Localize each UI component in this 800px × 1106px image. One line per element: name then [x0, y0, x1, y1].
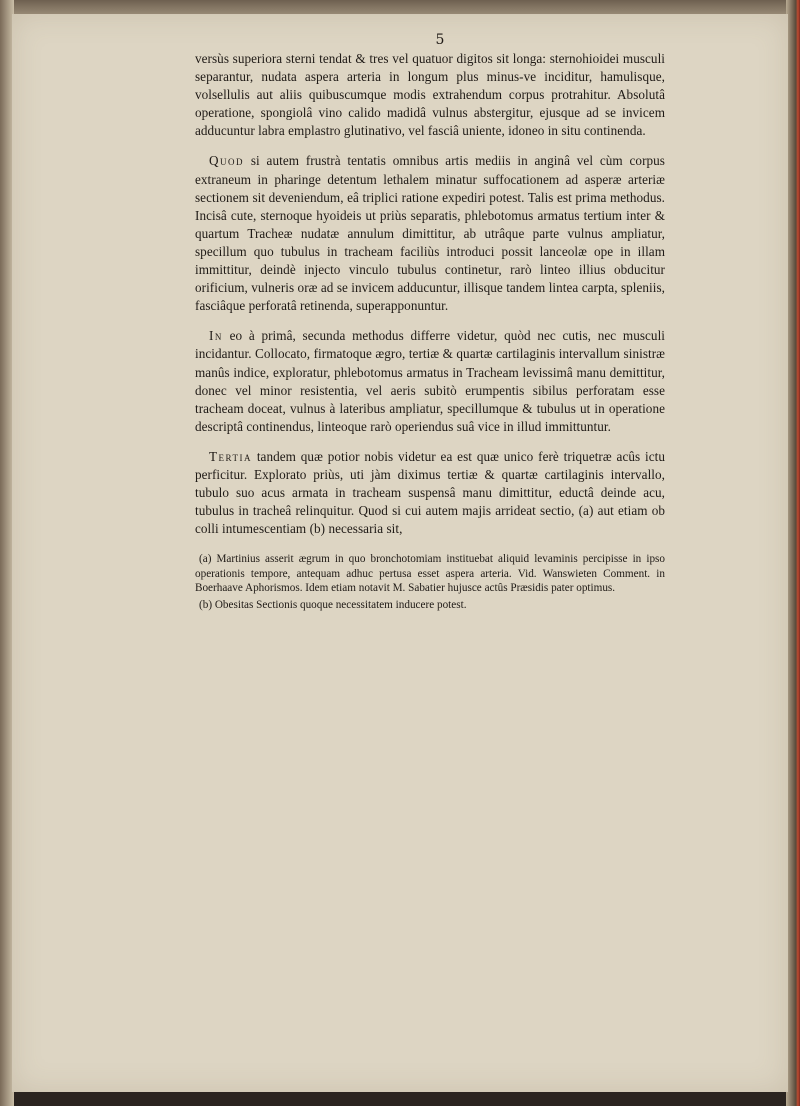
paragraph-1 [195, 50, 665, 140]
footnote-b: (b) Obesitas Sectionis quoque necessitatem inducere potest. [199, 598, 467, 611]
page-number: 5 [435, 32, 445, 48]
paragraph-2-lead: Quod [209, 153, 245, 169]
footnote-a: (a) Martinius asserit ægrum in quo bronchotomiam instituebat aliquid levaminis percipisse in ipso operationis tempore, antequam adhuc pertusa esset aspera arteria. Vid. Wanswieten Comment. in Boerhaave Aphorismos. Idem etiam notavit M. Sabatier hujusce actûs Præsidis pater optimus. [195, 553, 665, 595]
footnotes [195, 552, 665, 612]
paragraph-1-text: versùs superiora sterni tendat & tres vel quatuor digitos sit longa: sternohioidei musculi separantur, nudata aspera arteria in longum plus minus-ve inciditur, hamulisque, volsellulis aut aliis quibuscumque modis extrahendum corpus protrahitur. Absolutâ operatione, spongiolâ vino calido madidâ vulnus abstergitur, ejusque ad se invicem adducuntur labra emplastro glutinativo, vel fasciâ uniente, idoneo in situ continenda. [195, 51, 665, 139]
paragraph-4 [195, 448, 665, 538]
paragraph-4-text: tandem quæ potior nobis videtur ea est quæ unico ferè triquetræ acûs ictu perficitur. Explorato priùs, uti jàm diximus tertiæ & quartæ cartilaginis intervallo, tubulo suo acus armata in tracheam suspensâ manu dimittitur, eductâ deinde acu, tubulus in tracheâ relinquitur. Quod si cui autem majis arrideat sectio, (a) aut etiam ob colli intumescentiam (b) necessaria sit, [195, 448, 665, 537]
book-edge-right [786, 0, 800, 1106]
book-page [12, 14, 788, 1092]
paragraph-2-text: si autem frustrà tentatis omnibus artis mediis in anginâ vel cùm corpus extraneum in pharinge detentum lethalem minatur suffocationem ad asperæ arteriæ sectionem sit deveniendum, eâ triplici ratione expediri potest. Talis est prima methodus. Incisâ cute, sternoque hyoideis ut priùs separatis, phlebotomus armatus tertium inter & quartum Tracheæ nudatæ annulum dimittitur, ab utrâque parte vulnus ampliatur, specillum quo tubulus in tracheam faciliùs introduci possit lanceolæ ope in illam immittitur, deindè injecto vinculo tubulus continetur, rarò linteo illius obducitur orificium, vulneris oræ ad se invicem adducuntur, illisque tandem lintea carpta, spleniis, fasciâque perforatâ retinenda, superapponuntur. [195, 153, 665, 314]
paragraph-3 [195, 327, 665, 436]
paragraph-3-text: eo à primâ, secunda methodus differre videtur, quòd nec cutis, nec musculi incidantur. Collocato, firmatoque ægro, tertiæ & quartæ cartilaginis intervallum sinistræ manûs indice, exploratur, phlebotomus armatus in Tracheam levissimâ manu demittitur, donec vel minor resistentia, vel aeris subitò erumpentis sibilus perforatam esse tracheam doceat, vulnus à lateribus ampliatur, specillumque & tubulus ut in operatione descriptâ continendus, linteoque rarò operiendus suâ vice in illud immittuntur. [195, 328, 665, 434]
paragraph-2 [195, 152, 665, 315]
text-block [195, 32, 665, 612]
paragraph-4-lead: Tertia [209, 448, 253, 464]
paragraph-3-lead: In [209, 328, 223, 344]
